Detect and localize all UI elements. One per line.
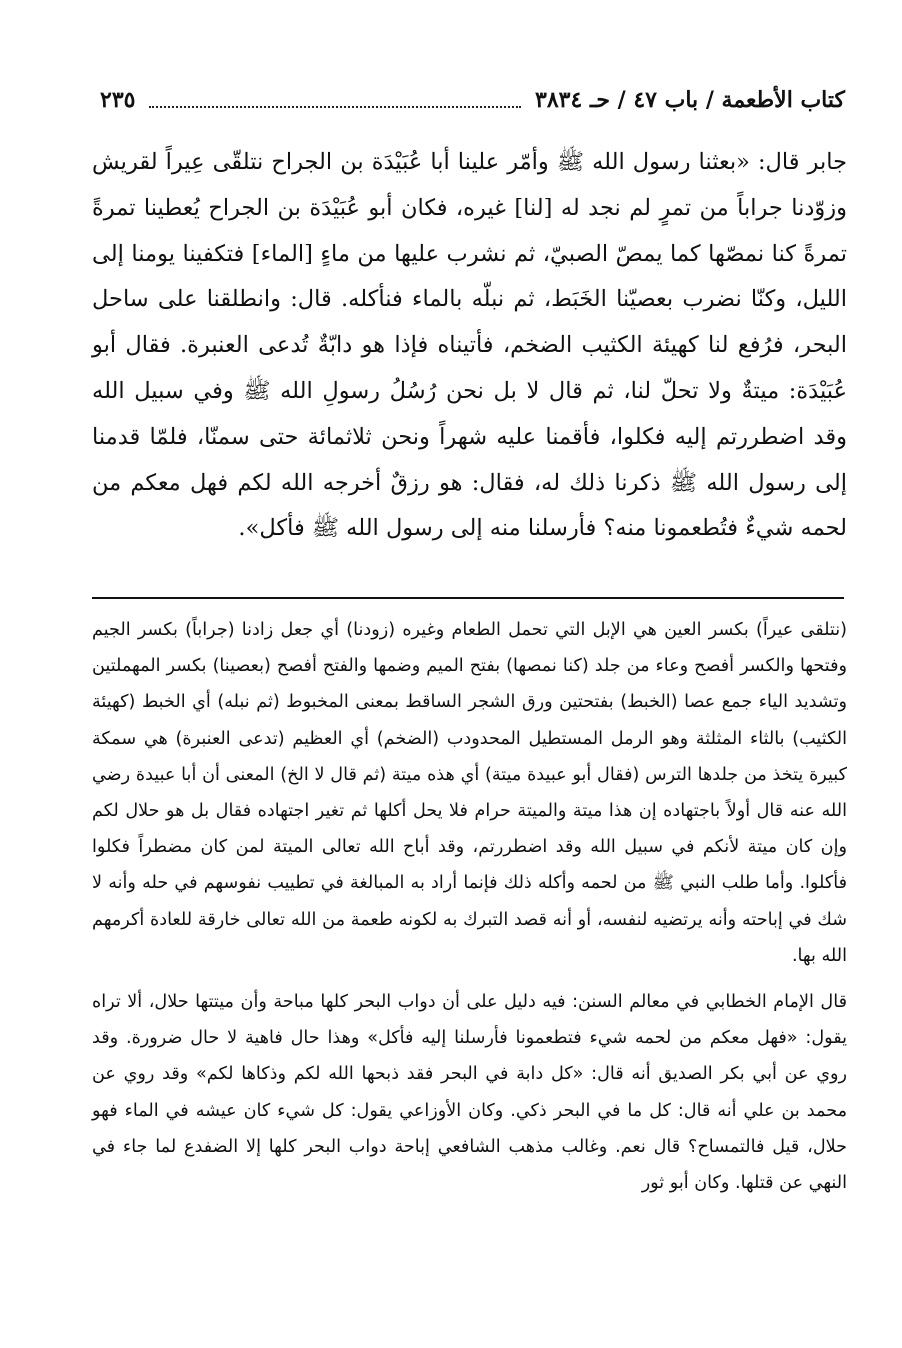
hadith-paragraph: جابر قال: «بعثنا رسول الله ﷺ وأمّر علينا أبا عُبَيْدَة بن الجراح نتلقّى عِيراً لقريش وزوّدنا جراباً من تمرٍ لم نجد له [لنا] غيره، فكان أبو عُبَيْدَة بن الجراح يُعطينا تمرةً تمرةً كنا نمصّها كما يمصّ الصبيّ، ثم نشرب عليها من ماءٍ [الماء] فتكفينا يومنا إلى الليل، وكنّا نضرب بعصيّنا الخَبَط، ثم نبلّه بالماء فنأكله. قال: وانطلقنا على ساحل البحر، فرُفع لنا كهيئة الكثيب الضخم، فأتيناه فإذا هو دابّةٌ تُدعى العنبرة. فقال أبو عُبَيْدَة: ميتةٌ ولا تحلّ لنا، ثم قال لا بل نحن رُسُلُ رسولِ الله ﷺ وفي سبيل الله وقد اضطررتم إليه فكلوا، فأقمنا عليه شهراً ونحن ثلاثمائة حتى سمنّا، فلمّا قدمنا إلى رسول الله ﷺ ذكرنا ذلك له، فقال: هو رزقٌ أخرجه الله لكم فهل معكم من لحمه شيءٌ فتُطعمونا منه؟ فأرسلنا منه إلى رسول الله ﷺ فأكل». (92, 149, 847, 542)
commentary-paragraph-2: قال الإمام الخطابي في معالم السنن: فيه دليل على أن دواب البحر كلها مباحة وأن ميتتها حلال، ألا تراه يقول: «فهل معكم من لحمه شيء فتطعمونا فأرسلنا إليه فأكل» وهذا حال فاهية لا حال ضرورة. وقد روي عن أبي بكر الصديق أنه قال: «كل دابة في البحر فقد ذبحها الله لكم وذكاها لكم» وقد روي عن محمد بن علي أنه قال: كل ما في البحر ذكي. وكان الأوزاعي يقول: كل شيء كان عيشه في الماء فهو حلال، قيل فالتمساح؟ قال نعم. وغالب مذهب الشافعي إباحة دواب البحر كلها إلا الضفدع لما جاء في النهي عن قتلها. وكان أبو ثور (92, 992, 847, 1194)
hadith-text (92, 140, 847, 552)
running-header (100, 80, 845, 120)
header-dot-leader (149, 105, 521, 108)
footnote-divider (92, 597, 844, 599)
page-number: ٢٣٥ (100, 87, 136, 113)
header-title: كتاب الأطعمة / باب ٤٧ / حـ ٣٨٣٤ (535, 87, 845, 113)
commentary-paragraph-1: (نتلقى عيراً) بكسر العين هي الإبل التي تحمل الطعام وغيره (زودنا) أي جعل زادنا (جراباً) بكسر الجيم وفتحها والكسر أفصح وعاء من جلد (كنا نمصها) بفتح الميم وضمها والفتح أفصح (بعصينا) بكسر المهملتين وتشديد الياء جمع عصا (الخبط) بفتحتين ورق الشجر الساقط بمعنى المخبوط (ثم نبله) أي الخبط (كهيئة الكثيب) بالثاء المثلثة وهو الرمل المستطيل المحدودب (الضخم) أي العظيم (تدعى العنبرة) هي سمكة كبيرة يتخذ من جلدها الترس (فقال أبو عبيدة ميتة) أي هذه ميتة (ثم قال لا الخ) المعنى أن أبا عبيدة رضي الله عنه قال أولاً باجتهاده إن هذا ميتة والميتة حرام فلا يحل أكلها ثم تغير اجتهاده فقال بل هو حلال لكم وإن كان ميتة لأنكم في سبيل الله وقد اضطررتم، وقد أباح الله تعالى الميتة لمن كان مضطراً فكلوا فأكلوا. وأما طلب النبي ﷺ من لحمه وأكله ذلك فإنما أراد به المبالغة في تطييب نفوسهم في حله وأنه لا شك في إباحته وأنه يرتضيه لنفسه، أو أنه قصد التبرك به لكونه طعمة من الله تعالى خارقة للعادة أكرمهم الله بها. (92, 620, 847, 966)
commentary (92, 612, 847, 1201)
